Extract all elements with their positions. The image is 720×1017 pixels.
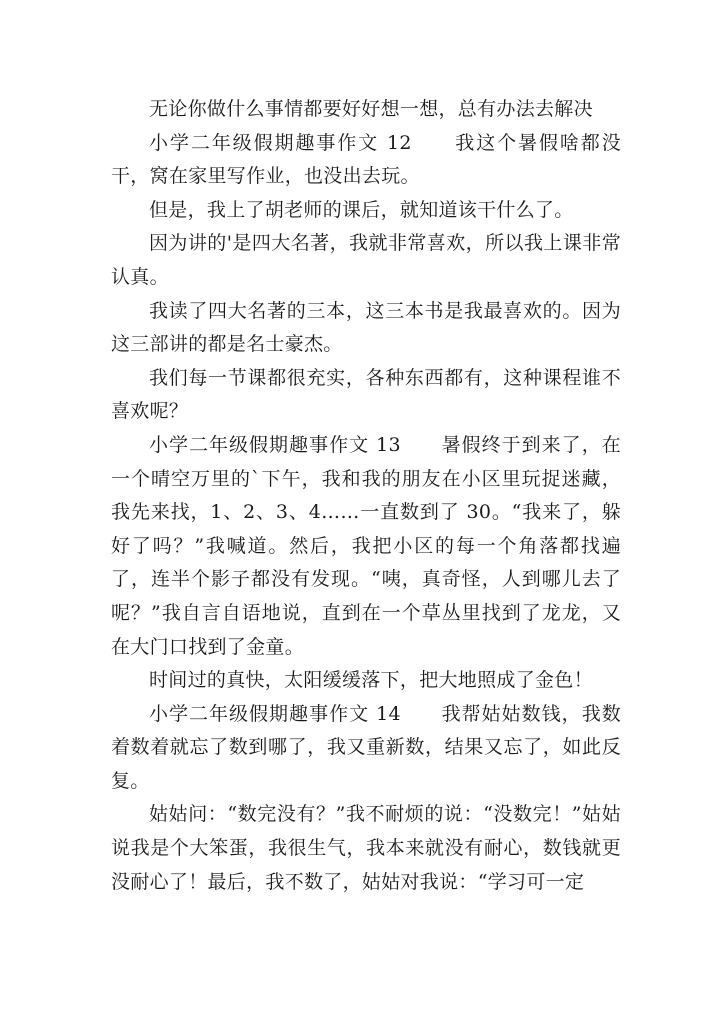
paragraph: 无论你做什么事情都要好好想一想，总有办法去解决: [149, 98, 593, 120]
paragraph: 小学二年级假期趣事作文 14 我帮姑姑数钱，我数着数着就忘了数到哪了，我又重新数，结果又忘了，如此反复。: [111, 702, 621, 792]
paragraph: 但是，我上了胡老师的课后，就知道该干什么了。: [149, 198, 574, 221]
paragraph: 小学二年级假期趣事作文 12 我这个暑假啥都没干，窝在家里写作业，也没出去玩。: [111, 131, 621, 188]
paragraph: 小学二年级假期趣事作文 13 暑假终于到来了，在一个晴空万里的`下午，我和我的朋友在小区里玩捉迷藏，我先来找，1、2、3、4……一直数到了 30。“我来了，躲好了吗？”我喊道。然后，我把小区的每一个角落都找遍了，连半个影子都没有发现。“咦，真奇怪，人到哪儿去了呢？”我自言自语地说，直到在一个草丛里找到了龙龙，又在大门口找到了金童。: [111, 433, 621, 658]
paragraph: 姑姑问：“数完没有？”我不耐烦的说：“没数完！”姑姑说我是个大笨蛋，我很生气，我本来就没有耐心，数钱就更没耐心了！最后，我不数了，姑姑对我说：“学习可一定: [111, 803, 621, 893]
document-body: [111, 93, 621, 899]
paragraph: 我读了四大名著的三本，这三本书是我最喜欢的。因为这三部讲的都是名士豪杰。: [111, 299, 621, 356]
paragraph: 时间过的真快，太阳缓缓落下，把大地照成了金色！: [149, 669, 593, 692]
paragraph: 因为讲的'是四大名著，我就非常喜欢，所以我上课非常认真。: [111, 232, 621, 288]
paragraph: 我们每一节课都很充实，各种东西都有，这种课程谁不喜欢呢？: [111, 366, 621, 423]
